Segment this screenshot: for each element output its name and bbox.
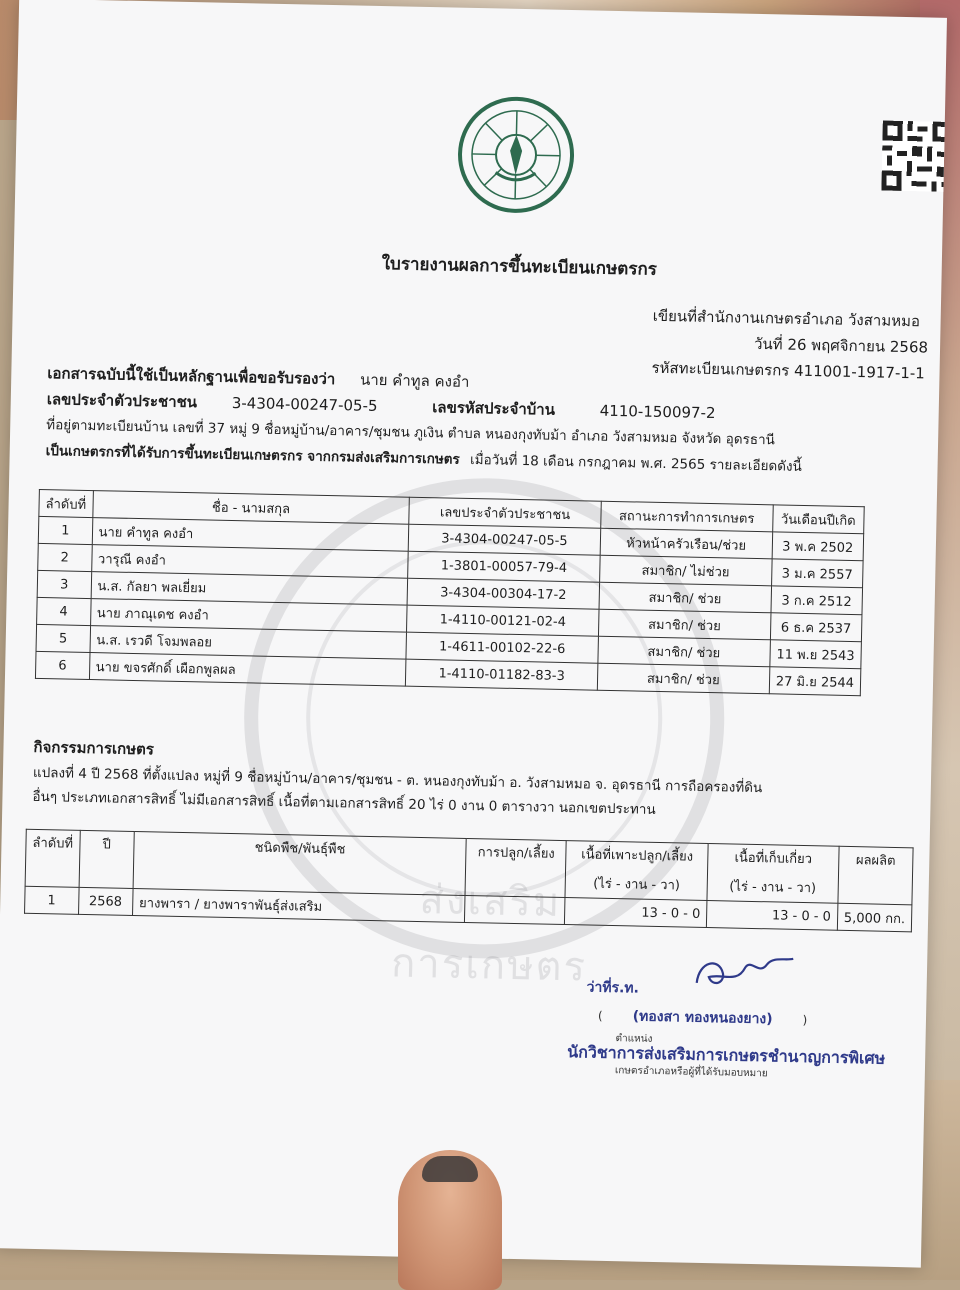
cell-citizen-id: 3-4304-00247-05-5: [409, 524, 601, 555]
farmer-registration-code: รหัสทะเบียนเกษตรกร 411001-1917-1-1: [651, 358, 926, 383]
address-line: ที่อยู่ตามทะเบียนบ้าน เลขที่ 37 หมู่ 9 ชื่อหมู่บ้าน/อาคาร/ชุมชน ภูเงิน ตำบล หนองกุงทับม้า อำเภอ วังสามหมอ จังหวัด อุดรธานี: [46, 417, 776, 449]
cell-order: 1: [38, 516, 92, 544]
cell-planted-area: 13 - 0 - 0: [565, 898, 707, 928]
cell-harvested-area: 13 - 0 - 0: [707, 901, 838, 931]
cell-name: นาย ภาณุเดช คงอำ: [90, 599, 407, 633]
cell-status: สมาชิก/ ช่วย: [598, 636, 771, 667]
office-line: เขียนที่สำนักงานเกษตรอำเภอ วังสามหมอ: [652, 306, 921, 331]
house-code-value: 4110-150097-2: [599, 401, 716, 423]
cell-birthdate: 3 พ.ค 2502: [772, 532, 864, 561]
planted-area-unit: (ไร่ - งาน - วา): [593, 876, 681, 894]
header-order: ลำดับที่: [39, 489, 93, 517]
household-members-table: [35, 489, 865, 696]
cell-status: สมาชิก/ ช่วย: [598, 609, 771, 640]
header-citizen-id: เลขประจำตัวประชาชน: [409, 497, 601, 528]
cell-order: 5: [36, 624, 90, 652]
header-name: ชื่อ - นามสกุล: [92, 491, 409, 525]
date-line: วันที่ 26 พฤศจิกายน 2568: [753, 334, 929, 357]
planted-area-label: เนื้อที่เพาะปลูก/เลี้ยง: [581, 847, 694, 865]
department-emblem-logo: [455, 94, 577, 216]
house-code-label: เลขรหัสประจำบ้าน: [432, 398, 556, 419]
signer-name: (ทองสา ทองหนองยาง): [632, 1008, 773, 1028]
activity-heading: กิจกรรมการเกษตร: [33, 737, 155, 759]
header-farming-status: สถานะการทำการเกษตร: [600, 501, 773, 532]
cell-name: วารุณี คงอำ: [91, 545, 408, 579]
activity-line-2: อื่นๆ ประเภทเอกสารสิทธิ์ ไม่มีเอกสารสิทธิ์ เนื้อที่ตามเอกสารสิทธิ์ 20 ไร่ 0 งาน 0 ตารางวา นอกเขตประทาน: [32, 788, 656, 818]
registration-date: เมื่อวันที่ 18 เดือน กรกฎาคม พ.ศ. 2565 รายละเอียดดังนี้: [469, 451, 802, 475]
cell-name: นาย คำทูล คงอำ: [92, 518, 409, 552]
certified-person-name: นาย คำทูล คงอำ: [359, 370, 470, 391]
cell-order: 2: [38, 543, 92, 571]
signature-name-line: ( (ทองสา ทองหนองยาง) ): [597, 1008, 808, 1028]
cell-birthdate: 3 ก.ค 2512: [771, 586, 863, 615]
cell-name: นาย ขจรศักดิ์ เผือกพูลผล: [89, 653, 406, 687]
cell-citizen-id: 1-4110-01182-83-3: [406, 659, 598, 690]
header-order: ลำดับที่: [25, 829, 80, 887]
thumb-finger: [398, 1150, 502, 1290]
activity-line-1: แปลงที่ 4 ปี 2568 ที่ตั้งแปลง หมู่ที่ 9 ชื่อหมู่บ้าน/อาคาร/ชุมชน - ต. หนองกุงทับม้า อ. วังสามหมอ จ. อุดรธานี การถือครองที่ดิน: [32, 764, 763, 797]
cell-order: 4: [37, 597, 91, 625]
crop-activity-table: [24, 829, 914, 933]
cell-status: สมาชิก/ ช่วย: [599, 582, 772, 613]
cell-birthdate: 27 มิ.ย 2544: [769, 667, 861, 696]
cell-citizen-id: 1-4110-00121-02-4: [407, 605, 599, 636]
cell-planting: [465, 895, 566, 924]
qr-code: [881, 121, 947, 192]
header-crop-type: ชนิดพืช/พันธุ์พืช: [133, 832, 466, 896]
header-planted-area: [565, 841, 708, 901]
header-planting: การปลูก/เลี้ยง: [465, 838, 566, 897]
handwritten-signature: [689, 953, 800, 995]
cell-order: 3: [37, 570, 91, 598]
cell-name: น.ส. เรวดี โจมพลอย: [90, 626, 407, 660]
certification-label: เอกสารฉบับนี้ใช้เป็นหลักฐานเพื่อขอรับรองว่า: [47, 364, 336, 389]
cell-status: สมาชิก/ ไม่ช่วย: [599, 555, 772, 586]
harvested-area-unit: (ไร่ - งาน - วา): [729, 879, 817, 897]
cell-order: 1: [25, 886, 79, 914]
cell-status: หัวหน้าครัวเรือน/ช่วย: [600, 528, 773, 559]
registration-line-bold: เป็นเกษตรกรที่ได้รับการขึ้นทะเบียนเกษตรกร จากกรมส่งเสริมการเกษตร: [45, 443, 460, 468]
citizen-id-label: เลขประจำตัวประชาชน: [46, 390, 198, 412]
cell-status: สมาชิก/ ช่วย: [597, 663, 770, 694]
citizen-id-value: 3-4304-00247-05-5: [231, 393, 378, 416]
header-year: ปี: [79, 830, 135, 888]
watermark-text: ส่งเสริมการเกษตร: [390, 877, 588, 991]
cell-citizen-id: 1-3801-00057-79-4: [408, 551, 600, 582]
cell-crop-type: ยางพารา / ยางพาราพันธุ์ส่งเสริม: [132, 888, 465, 922]
cell-citizen-id: 1-4611-00102-22-6: [406, 632, 598, 663]
cell-order: 6: [35, 651, 89, 679]
cell-name: น.ส. กัลยา พลเยี่ยม: [91, 572, 408, 606]
header-harvested-area: [707, 844, 839, 904]
cell-birthdate: 3 ม.ค 2557: [771, 559, 863, 588]
signature-prefix: ว่าที่ร.ท.: [586, 979, 640, 997]
harvested-area-label: เนื้อที่เก็บเกี่ยว: [734, 850, 813, 868]
document-title: ใบรายงานผลการขึ้นทะเบียนเกษตรกร: [381, 254, 658, 280]
signer-note: เกษตรอำเภอหรือผู้ที่ได้รับมอบหมาย: [614, 1065, 768, 1080]
cell-year: 2568: [78, 887, 133, 915]
header-yield: ผลผลิต: [838, 846, 913, 905]
position-label: ตำแหน่ง: [615, 1033, 653, 1045]
cell-yield: 5,000 กก.: [837, 903, 912, 932]
cell-birthdate: 6 ธ.ค 2537: [770, 613, 862, 642]
header-birthdate: วันเดือนปีเกิด: [772, 505, 864, 534]
cell-birthdate: 11 พ.ย 2543: [770, 640, 862, 669]
signer-position: นักวิชาการส่งเสริมการเกษตรชำนาญการพิเศษ: [567, 1042, 886, 1068]
cell-citizen-id: 3-4304-00304-17-2: [408, 578, 600, 609]
